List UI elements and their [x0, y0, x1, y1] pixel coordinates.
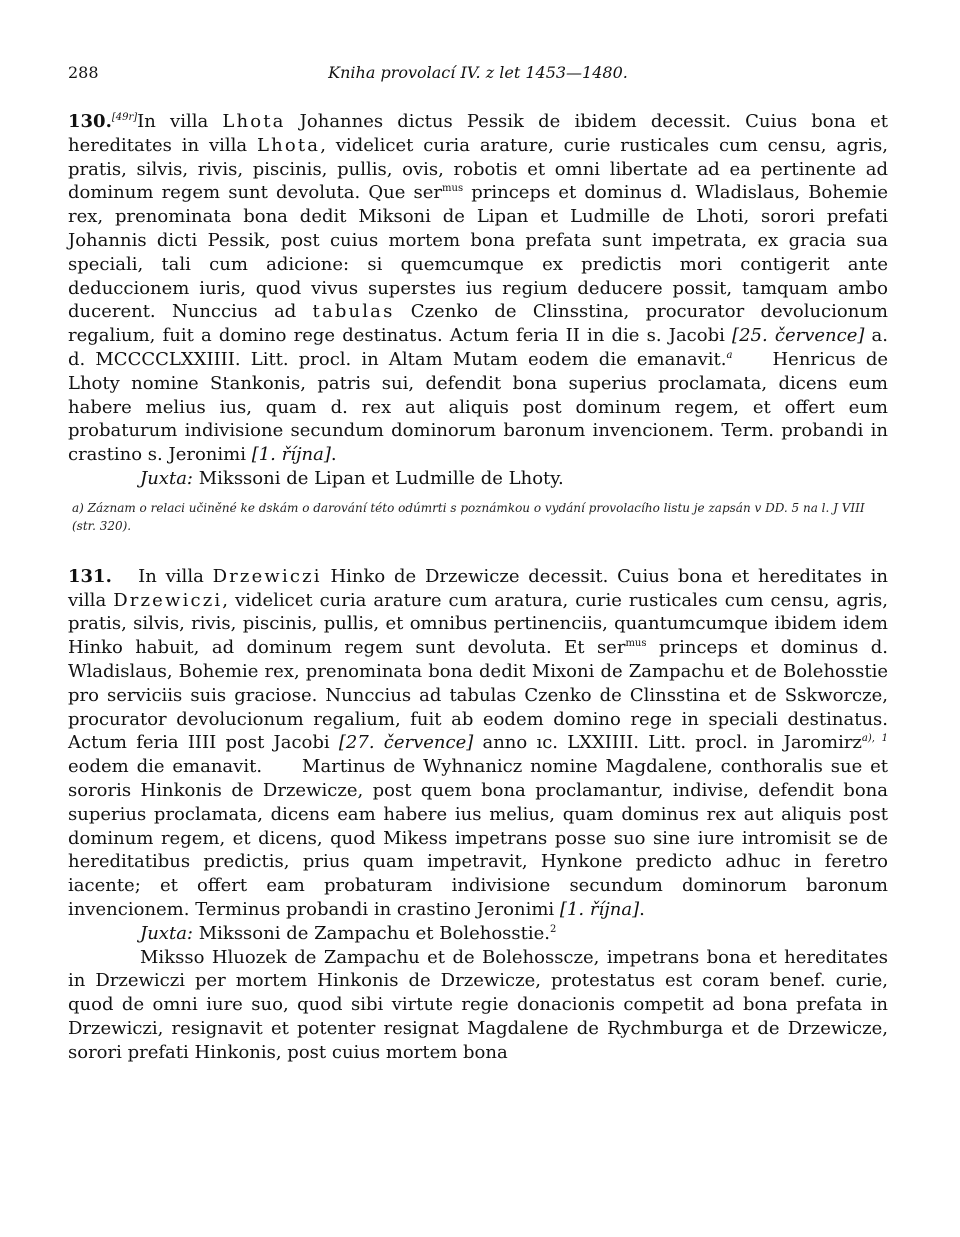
entry-number: 130.: [68, 111, 112, 132]
spaced-word: tabulas: [312, 301, 395, 323]
footnote-mark: a), 1: [861, 733, 888, 745]
place-name: Drzewiczi: [212, 565, 322, 587]
running-header: [68, 58, 888, 88]
text-run: , videlicet curia arature cum aratura, curie rusticales cum censu, agris, pratis, silvis, rivis, piscinis, pullis, et omnibus pertinenciis, quantumcumque ibidem idem Hinko habuit, ad dominum regem sunt devoluta. Et ser: [68, 589, 888, 659]
text-run: , videlicet curia arature, curie rusticales cum censu, agris, pratis, silvis, rivis, piscinis, pullis, ovis, robotis et omni libertate ad ea pertinente ad dominum regem sunt devoluta. Que ser: [68, 134, 888, 204]
text-run: princeps et dominus d. Wladislaus, Bohemie rex, prenominata bona dedit Miksoni de Lipan et Ludmille de Lhoti, sorori prefati Johannis dicti Pessik, post cuius mortem bona prefata sunt impetrata, ex gracia sua speciali, tali cum adicione: si quemcumque ex predictis mori contigerit ante deduccionem iuris, quod vivus superstes ius regium deducere possit, tamquam ambo ducerent. Nunccius ad: [68, 182, 888, 323]
place-name: Lhota: [222, 111, 286, 132]
document-page: [68, 58, 888, 1223]
text-run: In villa: [138, 565, 213, 587]
entry-131-paragraph-2: Miksso Hluozek de Zampachu et de Bolehosscze, impetrans bona et hereditates in Drzewiczi per mortem Hinkonis de Drzewicze, protestatus est coram benef. curie, quod de omni iure suo, quod sibi virtute regie donacionis competit ad bona prefata in Drzewiczi, resignavit et potenter resignat Magdalene de Rychmburga et de Drzewicze, sorori prefati Hinkonis, post cuius mortem bona: [68, 946, 888, 1063]
text-run: In villa: [137, 111, 223, 132]
footnote-mark: a: [726, 349, 733, 361]
text-run: Czenko de Clinsstina, procurator devolucionum regalium, fuit a domino rege destinatus. Actum feria II in die s. Jacobi: [68, 301, 888, 347]
text-run: princeps et dominus d. Wladislaus, Bohemie rex, prenominata bona dedit Mixoni de Zampachu et de Bolehosstie pro serviciis suis graciose. Nunccius ad tabulas Czenko de Clinsstina et de Sskworcze, procurator devolucionum regalium, fuit ab eodem domino rege in speciali destinatus. Actum feria IIII post Jacobi: [68, 637, 889, 754]
entry-130-body: [68, 110, 888, 467]
juxta-line: [68, 922, 888, 946]
folio-mark: [49r]: [111, 112, 138, 123]
running-title: Kniha provolací IV. z let 1453—1480.: [328, 63, 628, 82]
date-gloss: [27. července]: [338, 732, 474, 754]
text-run: Martinus de Wyhnanicz nomine Magdalene, conthoralis sue et sororis Hinkonis de Drzewicze, post quem bona proclamantur, indivise, defendit bona superius proclamata, dicens eam habere ius melius, quam dominus rex aut aliquis post dominum regem, et dicens, quod Mikess impetrans posse suo sine iure intromisit se de hereditatibus predictis, prius quam impetravit, Hynkone predicto adhuc in feretro iacente; et offert eam probaturam indivisione secundum dominorum baronum invencionem. Terminus probandi in crastino Jeronimi: [68, 756, 888, 920]
footnote: a) Záznam o relaci učiněné ke dskám o darování této odúmrti s poznámkou o vydání provolacího listu je zapsán v DD. 5 na l. J VIII (str. 320).: [72, 500, 865, 533]
place-name: Lhota: [257, 134, 321, 156]
superscript-abbrev: mus: [442, 183, 464, 195]
text-run: Hinko de Drzewicze decessit. Cuius bona et hereditates in villa: [68, 565, 888, 611]
date-gloss: [1. října]: [251, 444, 331, 466]
entry-130: [68, 110, 888, 535]
date-gloss: [1. října]: [559, 898, 640, 920]
entry-number: 131.: [68, 565, 112, 587]
page-number: 288: [68, 63, 99, 82]
entry-131-body: [68, 565, 888, 922]
text-run: .: [330, 444, 337, 466]
superscript-abbrev: mus: [625, 638, 647, 650]
text-run: Johannes dictus Pessik de ibidem decessit. Cuius bona et hereditates in villa: [68, 111, 888, 156]
juxta-text: Mikssoni de Zampachu et Bolehosstie.: [193, 922, 550, 944]
juxta-text: Mikssoni de Lipan et Ludmille de Lhoty.: [193, 467, 564, 489]
place-name: Drzewiczi: [113, 589, 223, 611]
juxta-label: Juxta:: [140, 467, 193, 489]
entry-131: [68, 565, 888, 1065]
text-run: Henricus de Lhoty nomine Stankonis, patris sui, defendit bona superius proclamata, dicens eum habere melius ius, quam d. rex aut aliquis post dominum regem, et offert eum probaturum indivisione secundum dominorum baronum invencionem. Term. probandi in crastino s. Jeronimi: [68, 348, 888, 466]
date-gloss: [25. července]: [732, 325, 865, 347]
juxta-label: Juxta:: [140, 922, 193, 944]
text-run: eodem die emanavit.: [68, 756, 263, 778]
text-run: anno ıc. LXXIIII. Litt. procl. in Jaromirz: [473, 732, 862, 754]
juxta-line: [68, 467, 888, 491]
text-run: a. d. MCCCCLXXIIII. Litt. procl. in Altam Mutam eodem die emanavit.: [68, 325, 888, 370]
footnote-mark: 2: [550, 923, 557, 935]
text-run: .: [639, 898, 645, 920]
